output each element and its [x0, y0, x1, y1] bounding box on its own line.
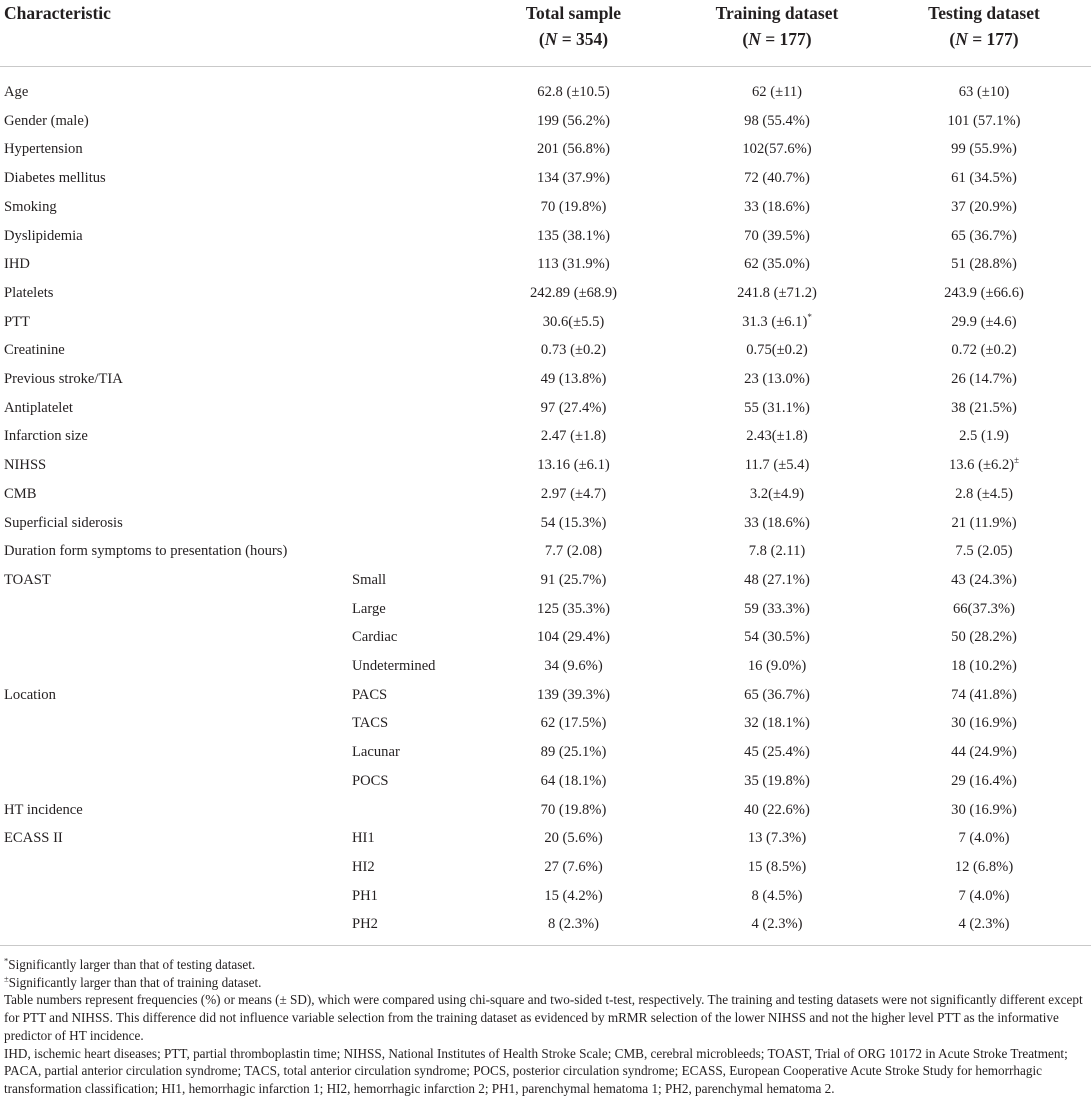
cell-training-value: 11.7 (±5.4) — [744, 457, 810, 474]
cell-total: 135 (38.1%) — [537, 227, 610, 244]
row-subcategory — [346, 365, 470, 394]
table-row — [0, 336, 1091, 365]
cell-testing-value: 29 (16.4%) — [951, 772, 1017, 789]
header-training-dataset — [677, 0, 877, 67]
table-row — [0, 107, 1091, 136]
row-label: HT incidence — [4, 801, 83, 818]
cell-testing-value: 101 (57.1%) — [947, 112, 1021, 129]
row-subcategory: HI2 — [352, 858, 375, 875]
row-label: Previous stroke/TIA — [4, 371, 123, 388]
header-training-label: Training dataset — [715, 3, 839, 23]
cell-testing-value: 65 (36.7%) — [951, 227, 1017, 244]
cell-total: 139 (39.3%) — [537, 686, 610, 703]
row-subcategory: Small — [352, 571, 387, 588]
row-subcategory — [346, 308, 470, 337]
cell-training-value: 102(57.6%) — [742, 141, 812, 158]
row-label: Infarction size — [4, 428, 88, 445]
row-subcategory: Cardiac — [352, 629, 398, 646]
cell-testing-value: 2.8 (±4.5) — [955, 485, 1013, 502]
cell-testing — [877, 537, 1091, 566]
cell-total: 49 (13.8%) — [540, 371, 607, 388]
cell-training — [677, 135, 877, 164]
cell-total: 27 (7.6%) — [544, 858, 603, 875]
table-row — [0, 451, 1091, 480]
table-row — [0, 681, 1091, 710]
cell-testing-value: 243.9 (±66.6) — [944, 284, 1024, 301]
table-row — [0, 537, 1091, 566]
cell-training — [677, 796, 877, 825]
table-row — [0, 910, 1091, 945]
cell-total: 8 (2.3%) — [547, 916, 600, 933]
cell-testing — [877, 824, 1091, 853]
row-label — [0, 595, 346, 624]
row-subcategory — [346, 107, 470, 136]
table-row — [0, 422, 1091, 451]
cell-testing — [877, 365, 1091, 394]
cell-testing-value: 50 (28.2%) — [951, 629, 1017, 646]
cell-training-value: 35 (19.8%) — [744, 772, 810, 789]
cell-total: 125 (35.3%) — [537, 600, 610, 617]
table-row — [0, 709, 1091, 738]
cell-testing — [877, 910, 1091, 945]
row-label: Hypertension — [4, 141, 83, 158]
cell-total: 7.7 (2.08) — [544, 543, 603, 560]
cell-testing — [877, 78, 1091, 107]
row-label: Location — [4, 686, 56, 703]
cell-training-value: 241.8 (±71.2) — [737, 284, 817, 301]
table-row — [0, 78, 1091, 107]
cell-training — [677, 193, 877, 222]
row-subcategory: PACS — [352, 686, 388, 703]
cell-training-value: 23 (13.0%) — [744, 371, 810, 388]
table-bottom-rule — [0, 945, 1091, 946]
row-subcategory — [346, 480, 470, 509]
cell-testing-value: 2.5 (1.9) — [959, 428, 1009, 445]
cell-training — [677, 365, 877, 394]
cell-testing — [877, 796, 1091, 825]
table-row — [0, 767, 1091, 796]
footnote-star-mark: * — [4, 955, 9, 966]
row-subcategory: Large — [352, 600, 386, 617]
cell-training-value: 70 (39.5%) — [744, 227, 810, 244]
row-subcategory — [346, 796, 470, 825]
cell-testing-value: 4 (2.3%) — [958, 916, 1010, 933]
cell-training-value: 62 (±11) — [751, 84, 803, 100]
cell-testing — [877, 193, 1091, 222]
table-header — [0, 0, 1091, 67]
cell-total: 13.16 (±6.1) — [537, 457, 610, 474]
header-characteristic: Characteristic — [0, 0, 470, 67]
header-testing-label: Testing dataset — [928, 3, 1040, 23]
cell-testing — [877, 107, 1091, 136]
cell-training-value: 55 (31.1%) — [744, 399, 810, 416]
cell-training — [677, 164, 877, 193]
cell-training-value: 0.75(±0.2) — [746, 342, 808, 359]
header-total-sample — [470, 0, 677, 67]
table-row — [0, 652, 1091, 681]
footnote-star-text: Significantly larger than that of testing dataset. — [8, 957, 256, 972]
row-label: NIHSS — [4, 457, 47, 474]
row-label — [0, 709, 346, 738]
cell-training-value: 33 (18.6%) — [744, 198, 810, 215]
cell-training-value: 31.3 (±6.1) — [742, 313, 808, 330]
cell-total: 15 (4.2%) — [544, 887, 603, 904]
cell-training — [677, 709, 877, 738]
significance-mark: * — [807, 311, 812, 322]
cell-training-value: 3.2(±4.9) — [749, 485, 805, 502]
row-label: Gender (male) — [4, 112, 89, 129]
cell-testing-value: 0.72 (±0.2) — [951, 342, 1017, 359]
cell-total: 199 (56.2%) — [537, 112, 610, 129]
cell-total: 242.89 (±68.9) — [529, 284, 618, 301]
cell-training — [677, 738, 877, 767]
table-row — [0, 193, 1091, 222]
table-row — [0, 824, 1091, 853]
cell-training-value: 54 (30.5%) — [744, 629, 810, 646]
row-label: IHD — [4, 256, 30, 273]
row-label: Dyslipidemia — [4, 227, 83, 244]
cell-testing — [877, 222, 1091, 251]
cell-testing-value: 7 (4.0%) — [958, 830, 1010, 847]
cell-training — [677, 509, 877, 538]
cell-total: 64 (18.1%) — [540, 772, 607, 789]
cell-training-value: 72 (40.7%) — [744, 170, 810, 187]
cell-total: 20 (5.6%) — [544, 830, 603, 847]
row-subcategory — [346, 78, 470, 107]
row-subcategory — [346, 394, 470, 423]
row-subcategory: HI1 — [352, 830, 375, 847]
cell-total: 97 (27.4%) — [540, 399, 607, 416]
row-label — [0, 652, 346, 681]
table-row — [0, 480, 1091, 509]
table-row — [0, 222, 1091, 251]
cell-testing — [877, 681, 1091, 710]
cell-total: 89 (25.1%) — [540, 744, 607, 761]
row-label: TOAST — [4, 571, 51, 588]
cell-training — [677, 652, 877, 681]
cell-testing — [877, 250, 1091, 279]
cell-testing-value: 74 (41.8%) — [951, 686, 1017, 703]
cell-training — [677, 422, 877, 451]
cell-training-value: 33 (18.6%) — [744, 514, 810, 531]
row-label — [0, 767, 346, 796]
cell-testing-value: 99 (55.9%) — [951, 141, 1017, 158]
table-row — [0, 365, 1091, 394]
cell-training-value: 40 (22.6%) — [744, 801, 810, 818]
cell-testing-value: 18 (10.2%) — [951, 658, 1017, 675]
cell-total: 70 (19.8%) — [540, 198, 607, 215]
table-footnotes — [4, 956, 1087, 1098]
row-subcategory — [346, 451, 470, 480]
cell-total: 2.97 (±4.7) — [540, 485, 607, 502]
row-subcategory — [346, 279, 470, 308]
header-testing-dataset — [877, 0, 1091, 67]
cell-total: 91 (25.7%) — [540, 571, 607, 588]
table-row — [0, 796, 1091, 825]
row-label: Platelets — [4, 284, 54, 301]
cell-total: 62 (17.5%) — [540, 715, 607, 732]
footnote-pm-mark: ± — [4, 973, 9, 984]
cell-training-value: 45 (25.4%) — [744, 744, 810, 761]
cell-testing-value: 37 (20.9%) — [951, 198, 1017, 215]
row-label: Age — [4, 84, 29, 100]
cell-testing-value: 12 (6.8%) — [954, 858, 1014, 875]
row-subcategory: PH1 — [352, 887, 378, 904]
header-spacer — [0, 67, 1091, 79]
cell-training — [677, 394, 877, 423]
row-label: Smoking — [4, 198, 57, 215]
cell-testing-value: 61 (34.5%) — [951, 170, 1017, 187]
table-row — [0, 250, 1091, 279]
cell-training — [677, 623, 877, 652]
cell-testing — [877, 767, 1091, 796]
footnote-abbreviations: IHD, ischemic heart diseases; PTT, partial thromboplastin time; NIHSS, National Institutes of Health Stroke Scale; CMB, cerebral microbleeds; TOAST, Trial of ORG 10172 in Acute Stroke Treatment; PACA, partial anterior circulation syndrome; TACS, total anterior circulation syndrome; POCS, posterior circulation syndrome; ECASS, European Cooperative Acute Stroke Study for hemorrhagic transformation classification; HI1, hemorrhagic infarction 1; HI2, hemorrhagic infarction 2; PH1, parenchymal hematoma 1; PH2, parenchymal hematoma 2. — [4, 1045, 1068, 1096]
cell-training — [677, 308, 877, 337]
cell-testing-value: 13.6 (±6.2) — [948, 457, 1015, 474]
cell-testing — [877, 595, 1091, 624]
row-subcategory — [346, 250, 470, 279]
cell-training-value: 62 (35.0%) — [744, 256, 810, 273]
cell-total: 34 (9.6%) — [544, 658, 603, 675]
cell-testing-value: 7 (4.0%) — [958, 887, 1010, 904]
table-row — [0, 394, 1091, 423]
row-subcategory — [346, 336, 470, 365]
cell-testing — [877, 623, 1091, 652]
cell-training-value: 4 (2.3%) — [751, 916, 803, 933]
cell-testing — [877, 308, 1091, 337]
cell-training — [677, 566, 877, 595]
cell-total: 113 (31.9%) — [537, 256, 610, 273]
cell-training — [677, 910, 877, 945]
table-row — [0, 595, 1091, 624]
table-row — [0, 853, 1091, 882]
cell-testing — [877, 738, 1091, 767]
cell-training — [677, 681, 877, 710]
cell-total: 30.6(±5.5) — [542, 313, 605, 330]
table-row — [0, 566, 1091, 595]
cell-training — [677, 882, 877, 911]
row-subcategory — [346, 422, 470, 451]
cell-testing — [877, 164, 1091, 193]
cell-testing — [877, 566, 1091, 595]
cell-testing-value: 43 (24.3%) — [951, 571, 1017, 588]
row-subcategory — [346, 193, 470, 222]
cell-training — [677, 824, 877, 853]
row-subcategory — [346, 537, 470, 566]
cell-testing-value: 38 (21.5%) — [951, 399, 1017, 416]
cell-testing-value: 63 (±10) — [958, 84, 1010, 100]
significance-mark: ± — [1014, 455, 1020, 466]
cell-training-value: 15 (8.5%) — [747, 858, 807, 875]
cell-total: 104 (29.4%) — [537, 629, 610, 646]
cell-training-value: 16 (9.0%) — [747, 658, 807, 675]
cell-testing — [877, 336, 1091, 365]
cell-testing-value: 26 (14.7%) — [951, 371, 1017, 388]
row-label: Duration form symptoms to presentation (hours) — [4, 543, 288, 560]
row-label — [0, 853, 346, 882]
row-subcategory — [346, 135, 470, 164]
cell-testing-value: 21 (11.9%) — [951, 514, 1017, 531]
cell-testing — [877, 853, 1091, 882]
header-total-label: Total sample — [525, 3, 622, 23]
cell-testing-value: 7.5 (2.05) — [955, 543, 1013, 560]
cell-training — [677, 336, 877, 365]
cell-training-value: 65 (36.7%) — [744, 686, 810, 703]
cell-training — [677, 595, 877, 624]
row-label: ECASS II — [4, 830, 63, 847]
cell-testing — [877, 422, 1091, 451]
cell-training — [677, 537, 877, 566]
table-row — [0, 738, 1091, 767]
cell-testing-value: 30 (16.9%) — [951, 801, 1017, 818]
header-testing-n: (N = 177) — [949, 29, 1019, 49]
cell-training — [677, 767, 877, 796]
header-training-n: (N = 177) — [742, 29, 812, 49]
cell-training — [677, 451, 877, 480]
footnote-star — [4, 956, 1087, 974]
row-label — [0, 882, 346, 911]
cell-training-value: 59 (33.3%) — [744, 600, 810, 617]
cell-testing — [877, 509, 1091, 538]
cell-testing — [877, 709, 1091, 738]
row-label: Antiplatelet — [4, 399, 73, 416]
cell-testing — [877, 652, 1091, 681]
row-label: Diabetes mellitus — [4, 170, 106, 187]
row-subcategory — [346, 509, 470, 538]
row-label — [0, 910, 346, 945]
row-label: Superficial siderosis — [4, 514, 123, 531]
cell-total: 134 (37.9%) — [537, 170, 610, 187]
table-row — [0, 135, 1091, 164]
row-label: CMB — [4, 485, 37, 502]
cell-testing — [877, 451, 1091, 480]
cell-training — [677, 250, 877, 279]
cell-testing — [877, 882, 1091, 911]
cell-total: 201 (56.8%) — [537, 141, 610, 158]
cell-training — [677, 279, 877, 308]
cell-testing — [877, 394, 1091, 423]
cell-training — [677, 480, 877, 509]
cell-training — [677, 107, 877, 136]
cell-training-value: 2.43(±1.8) — [746, 428, 808, 445]
table-row — [0, 279, 1091, 308]
table-row — [0, 882, 1091, 911]
footnote-pm — [4, 974, 1087, 992]
row-subcategory: Lacunar — [352, 744, 400, 761]
cell-total: 62.8 (±10.5) — [537, 84, 610, 100]
row-label: Creatinine — [4, 342, 65, 359]
cell-training-value: 98 (55.4%) — [744, 112, 810, 129]
table-row — [0, 164, 1091, 193]
row-subcategory — [346, 222, 470, 251]
cell-total: 2.47 (±1.8) — [540, 428, 607, 445]
row-subcategory: TACS — [352, 715, 389, 732]
row-subcategory — [346, 164, 470, 193]
cell-testing — [877, 480, 1091, 509]
cell-testing-value: 29.9 (±4.6) — [951, 313, 1017, 330]
row-subcategory: Undetermined — [352, 658, 436, 675]
cell-testing-value: 44 (24.9%) — [951, 744, 1017, 761]
row-subcategory: POCS — [352, 772, 389, 789]
cell-testing-value: 66(37.3%) — [952, 600, 1015, 617]
cell-testing — [877, 135, 1091, 164]
cell-total: 0.73 (±0.2) — [540, 342, 607, 359]
table-row — [0, 308, 1091, 337]
row-label — [0, 738, 346, 767]
table-body — [0, 67, 1091, 946]
cell-testing — [877, 279, 1091, 308]
cell-training-value: 48 (27.1%) — [744, 571, 810, 588]
cell-total: 54 (15.3%) — [540, 514, 607, 531]
table-row — [0, 509, 1091, 538]
cell-testing-value: 30 (16.9%) — [951, 715, 1017, 732]
cell-training-value: 8 (4.5%) — [751, 887, 803, 904]
footnote-methods: Table numbers represent frequencies (%) or means (± SD), which were compared using chi-square and two-sided t-test, respectively. The training and testing datasets were not significantly different except for PTT and NIHSS. This difference did not influence variable selection from the training dataset as evidenced by mRMR selection of the lower NIHSS and not the higher level PTT as the informative predictor of HT incidence. — [4, 992, 1083, 1043]
cell-training-value: 32 (18.1%) — [744, 715, 810, 732]
cell-training-value: 13 (7.3%) — [747, 830, 807, 847]
cell-training — [677, 78, 877, 107]
cell-training-value: 7.8 (2.11) — [748, 543, 806, 560]
cell-training — [677, 853, 877, 882]
row-subcategory: PH2 — [352, 916, 378, 933]
footnote-pm-text: Significantly larger than that of training dataset. — [8, 974, 262, 990]
table-row — [0, 623, 1091, 652]
header-total-n: (N = 354) — [538, 29, 609, 49]
cell-training — [677, 222, 877, 251]
cell-testing-value: 51 (28.8%) — [951, 256, 1017, 273]
cell-total: 70 (19.8%) — [540, 801, 607, 818]
row-label — [0, 623, 346, 652]
row-label: PTT — [4, 313, 30, 330]
